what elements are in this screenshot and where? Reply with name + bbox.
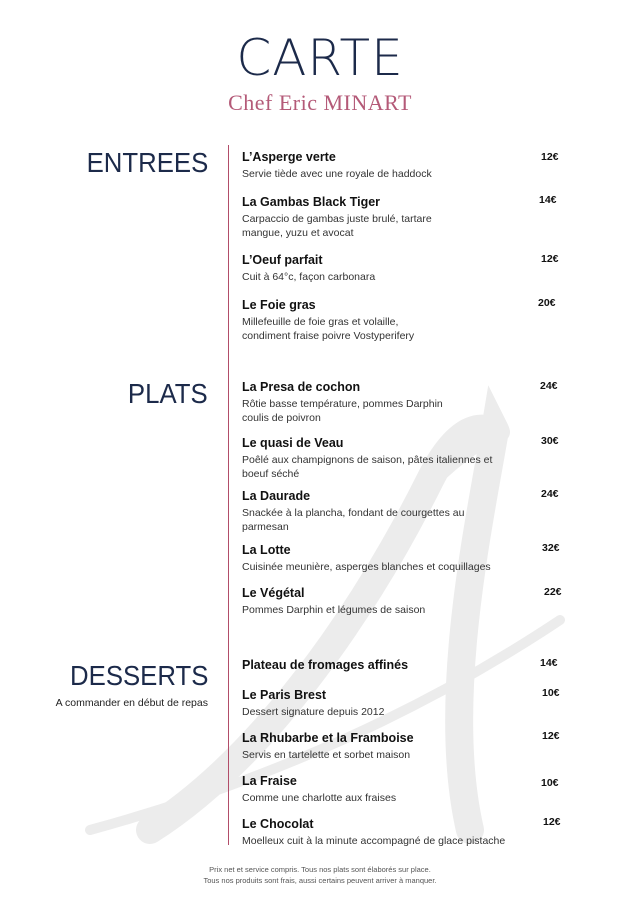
item-price: 32€ bbox=[542, 542, 560, 554]
item-desc: Cuisinée meunière, asperges blanches et coquillages bbox=[242, 561, 491, 573]
item-name: La Presa de cochon bbox=[242, 380, 361, 394]
item-name: Le Paris Brest bbox=[242, 688, 327, 702]
item-price: 12€ bbox=[543, 816, 561, 828]
item-desc: Pommes Darphin et légumes de saison bbox=[242, 604, 426, 616]
footer-line-2: Tous nos produits sont frais, aussi certains peuvent arriver à manquer. bbox=[203, 876, 437, 885]
item-name: La Rhubarbe et la Framboise bbox=[242, 731, 414, 745]
menu-item bbox=[242, 252, 572, 284]
item-desc: Servie tiède avec une royale de haddock bbox=[242, 168, 432, 180]
item-price: 14€ bbox=[540, 657, 558, 669]
item-name: L’Asperge verte bbox=[242, 150, 336, 164]
section-title-desserts: DESSERTS bbox=[69, 660, 208, 691]
item-desc: Rôtie basse température, pommes Darphin coulis de poivron bbox=[242, 398, 443, 424]
item-price: 24€ bbox=[540, 380, 558, 392]
menu-item bbox=[242, 297, 572, 343]
item-desc: Poêlé aux champignons de saison, pâtes italiennes et boeuf séché bbox=[242, 454, 493, 480]
item-price: 22€ bbox=[544, 586, 562, 598]
menu-item bbox=[242, 435, 572, 481]
menu-item bbox=[242, 585, 572, 617]
menu-item bbox=[242, 657, 572, 673]
section-title-entrees: ENTREES bbox=[86, 147, 208, 178]
item-price: 10€ bbox=[541, 777, 559, 789]
item-name: Le quasi de Veau bbox=[242, 436, 344, 450]
menu-item bbox=[242, 773, 572, 805]
item-desc: Dessert signature depuis 2012 bbox=[242, 706, 385, 718]
item-price: 10€ bbox=[542, 687, 560, 699]
chef-name: Chef Eric MINART bbox=[228, 90, 412, 115]
item-desc: Snackée à la plancha, fondant de courgettes au parmesan bbox=[242, 507, 465, 533]
item-price: 12€ bbox=[541, 253, 559, 265]
desserts-note: A commander en début de repas bbox=[55, 697, 208, 709]
item-name: La Lotte bbox=[242, 543, 291, 557]
item-desc: Comme une charlotte aux fraises bbox=[242, 792, 397, 804]
item-price: 30€ bbox=[541, 435, 559, 447]
menu-item bbox=[242, 542, 572, 574]
item-name: Plateau de fromages affinés bbox=[242, 658, 409, 672]
item-desc: Carpaccio de gambas juste brulé, tartare mangue, yuzu et avocat bbox=[242, 213, 432, 239]
item-desc: Millefeuille de foie gras et volaille, condiment fraise poivre Vostyperifery bbox=[242, 316, 415, 342]
item-name: Le Foie gras bbox=[242, 298, 316, 312]
item-price: 14€ bbox=[539, 194, 557, 206]
item-price: 24€ bbox=[541, 488, 559, 500]
item-name: L’Oeuf parfait bbox=[242, 253, 323, 267]
menu-item bbox=[242, 687, 572, 719]
menu-item bbox=[242, 379, 572, 425]
item-desc: Moelleux cuit à la minute accompagné de glace pistache bbox=[242, 835, 506, 847]
item-price: 20€ bbox=[538, 297, 556, 309]
item-price: 12€ bbox=[541, 151, 559, 163]
menu-item bbox=[242, 194, 572, 240]
item-desc: Cuit à 64°c, façon carbonara bbox=[242, 271, 376, 283]
item-name: La Daurade bbox=[242, 489, 311, 503]
menu-title: CARTE bbox=[236, 29, 404, 87]
vertical-divider bbox=[228, 145, 229, 845]
item-name: Le Végétal bbox=[242, 586, 305, 600]
item-desc: Servis en tartelette et sorbet maison bbox=[242, 749, 411, 761]
menu-item bbox=[242, 488, 572, 534]
menu-item bbox=[242, 816, 572, 848]
item-name: La Fraise bbox=[242, 774, 297, 788]
menu-item bbox=[242, 730, 572, 762]
menu-item bbox=[242, 149, 572, 181]
item-name: Le Chocolat bbox=[242, 817, 314, 831]
item-name: La Gambas Black Tiger bbox=[242, 195, 381, 209]
footer-note bbox=[0, 864, 640, 886]
item-price: 12€ bbox=[542, 730, 560, 742]
section-title-plats: PLATS bbox=[128, 378, 208, 409]
footer-line-1: Prix net et service compris. Tous nos plats sont élaborés sur place. bbox=[209, 865, 431, 874]
